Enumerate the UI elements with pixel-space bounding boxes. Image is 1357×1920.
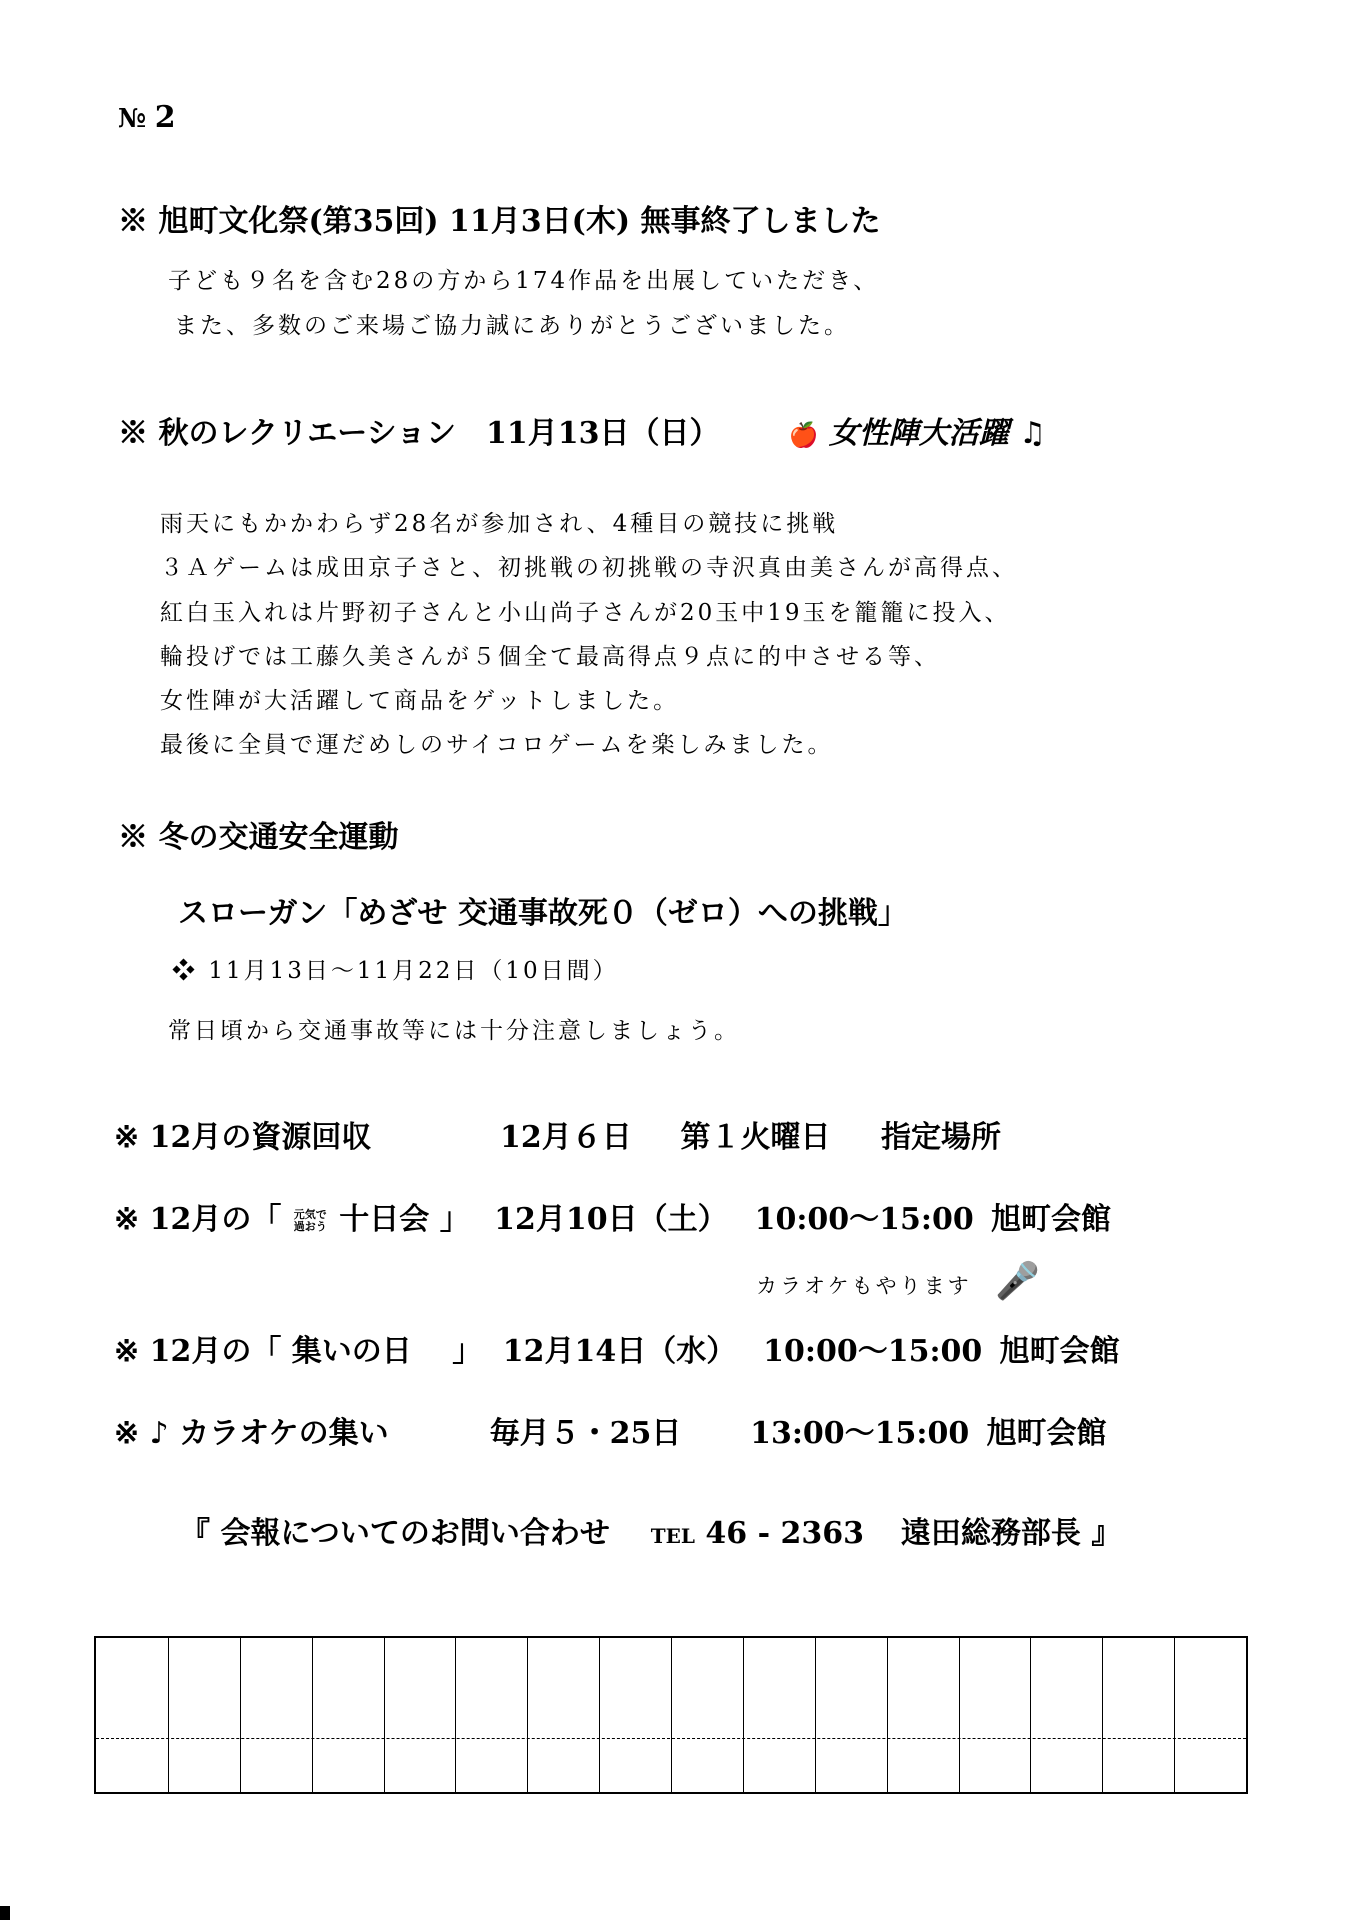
festival-line-1: 子ども９名を含む28の方から174作品を出展していただき、 xyxy=(168,268,880,294)
grid-column-divider xyxy=(959,1638,960,1792)
reference-mark-icon: ※ xyxy=(118,820,148,855)
traffic-note: 常日頃から交通事故等には十分注意しましょう。 xyxy=(168,1018,740,1044)
event-tsudoi xyxy=(114,1326,1120,1370)
recreation-heading xyxy=(118,408,1046,452)
event-toka-karaoke-note xyxy=(756,1260,1043,1302)
grid-column-divider xyxy=(384,1638,385,1792)
event-toka-time: 10:00～15:00 xyxy=(754,1202,974,1237)
event-toka-small-caption xyxy=(294,1209,327,1233)
reference-mark-icon: ※ xyxy=(114,1334,140,1369)
page-number xyxy=(118,100,176,135)
grid-column-divider xyxy=(312,1638,313,1792)
page-number-label: № xyxy=(118,104,145,134)
grid-column-divider xyxy=(240,1638,241,1792)
event-toka-name: 十日会 xyxy=(339,1202,430,1237)
reference-mark-icon: ※ xyxy=(114,1416,140,1451)
reference-mark-icon: ※ xyxy=(118,204,148,239)
event-toka-place: 旭町会館 xyxy=(991,1202,1112,1237)
diamond-bullet-icon: ❖ xyxy=(172,958,198,984)
small-caption-top: 元気で xyxy=(293,1208,327,1221)
event-recycle-day: 第１火曜日 xyxy=(680,1120,831,1155)
event-recycle-name: 12月の資源回収 xyxy=(149,1120,372,1155)
recreation-line-3: 紅白玉入れは片野初子さんと小山尚子さんが20玉中19玉を籠籠に投入、 xyxy=(160,600,1011,626)
karaoke-note-text: カラオケもやります xyxy=(756,1274,972,1298)
recreation-line-2: ３Ａゲームは成田京子さと、初挑戦の初挑戦の寺沢真由美さんが高得点、 xyxy=(160,555,1018,581)
festival-line-2: また、多数のご来場ご協力誠にありがとうございました。 xyxy=(174,313,850,339)
event-toka-prefix: 12月の「 xyxy=(149,1202,282,1237)
contact-person: 遠田総務部長 xyxy=(900,1516,1081,1551)
event-karaoke-name: カラオケの集い xyxy=(179,1416,389,1451)
small-caption-bottom: 過おう xyxy=(293,1220,327,1233)
traffic-period-text: 11月13日～11月22日（10日間） xyxy=(208,958,619,984)
reference-mark-icon: ※ xyxy=(114,1120,140,1155)
reference-mark-icon: ※ xyxy=(118,416,148,451)
event-tsudoi-prefix: 12月の「 xyxy=(149,1334,282,1369)
grid-column-divider xyxy=(1174,1638,1175,1792)
event-toka xyxy=(114,1194,1111,1238)
festival-heading xyxy=(118,196,881,240)
recreation-line-6: 最後に全員で運だめしのサイコロゲームを楽しみました。 xyxy=(160,732,834,758)
event-tsudoi-suffix: 」 xyxy=(452,1334,483,1369)
contact-line xyxy=(180,1508,1121,1552)
music-note-icon: ♫ xyxy=(1019,416,1047,451)
traffic-heading xyxy=(118,812,398,856)
grid-column-divider xyxy=(599,1638,600,1792)
event-tsudoi-date: 12月14日（水） xyxy=(502,1334,737,1369)
contact-close-bracket: 』 xyxy=(1091,1516,1122,1551)
grid-column-divider xyxy=(1030,1638,1031,1792)
festival-title: 旭町文化祭(第35回) 11月3日(木) 無事終了しました xyxy=(158,204,881,239)
phone-label: TEL xyxy=(650,1524,695,1548)
phone-number: 46 - 2363 xyxy=(705,1516,865,1551)
grid-column-divider xyxy=(455,1638,456,1792)
traffic-slogan: スローガン「めざせ 交通事故死０（ゼロ）への挑戦」 xyxy=(178,896,908,931)
event-karaoke-time: 13:00～15:00 xyxy=(750,1416,970,1451)
grid-column-divider xyxy=(743,1638,744,1792)
event-karaoke-date: 毎月５・25日 xyxy=(489,1416,682,1451)
traffic-title: 冬の交通安全運動 xyxy=(158,820,399,855)
event-karaoke-place: 旭町会館 xyxy=(986,1416,1107,1451)
traffic-period xyxy=(172,952,619,985)
recreation-line-1: 雨天にもかかわらず28名が参加され、4種目の競技に挑戦 xyxy=(160,511,839,537)
page-number-value: 2 xyxy=(154,100,176,135)
apple-icon: 🍎 xyxy=(788,420,819,449)
contact-text: 会報についてのお問い合わせ xyxy=(220,1516,610,1551)
reference-mark-icon: ※ xyxy=(114,1202,140,1237)
event-tsudoi-time: 10:00～15:00 xyxy=(763,1334,983,1369)
grid-column-divider xyxy=(887,1638,888,1792)
event-recycle xyxy=(114,1112,1001,1156)
grid-column-divider xyxy=(1102,1638,1103,1792)
event-recycle-place: 指定場所 xyxy=(880,1120,1001,1155)
contact-open-bracket: 『 xyxy=(180,1516,210,1551)
event-recycle-date: 12月６日 xyxy=(500,1120,632,1155)
grid-column-divider xyxy=(671,1638,672,1792)
event-toka-suffix: 」 xyxy=(439,1202,470,1237)
music-note-icon: ♪ xyxy=(149,1416,169,1451)
corner-mark xyxy=(0,1906,10,1920)
microphone-icon: 🎤 xyxy=(995,1261,1044,1302)
event-tsudoi-place: 旭町会館 xyxy=(999,1334,1120,1369)
recreation-highlight: 女性陣大活躍 xyxy=(828,416,1009,451)
grid-column-divider xyxy=(815,1638,816,1792)
grid-column-divider xyxy=(527,1638,528,1792)
event-karaoke xyxy=(114,1408,1107,1452)
grid-column-divider xyxy=(168,1638,169,1792)
event-tsudoi-name: 集いの日 xyxy=(291,1334,412,1369)
recreation-line-5: 女性陣が大活躍して商品をゲットしました。 xyxy=(160,688,680,714)
event-toka-date: 12月10日（土） xyxy=(494,1202,728,1237)
circulation-grid xyxy=(94,1636,1248,1794)
recreation-title: 秋のレクリエーション 11月13日（日） xyxy=(158,416,720,451)
recreation-line-4: 輪投げでは工藤久美さんが５個全て最高得点９点に的中させる等、 xyxy=(160,644,940,670)
